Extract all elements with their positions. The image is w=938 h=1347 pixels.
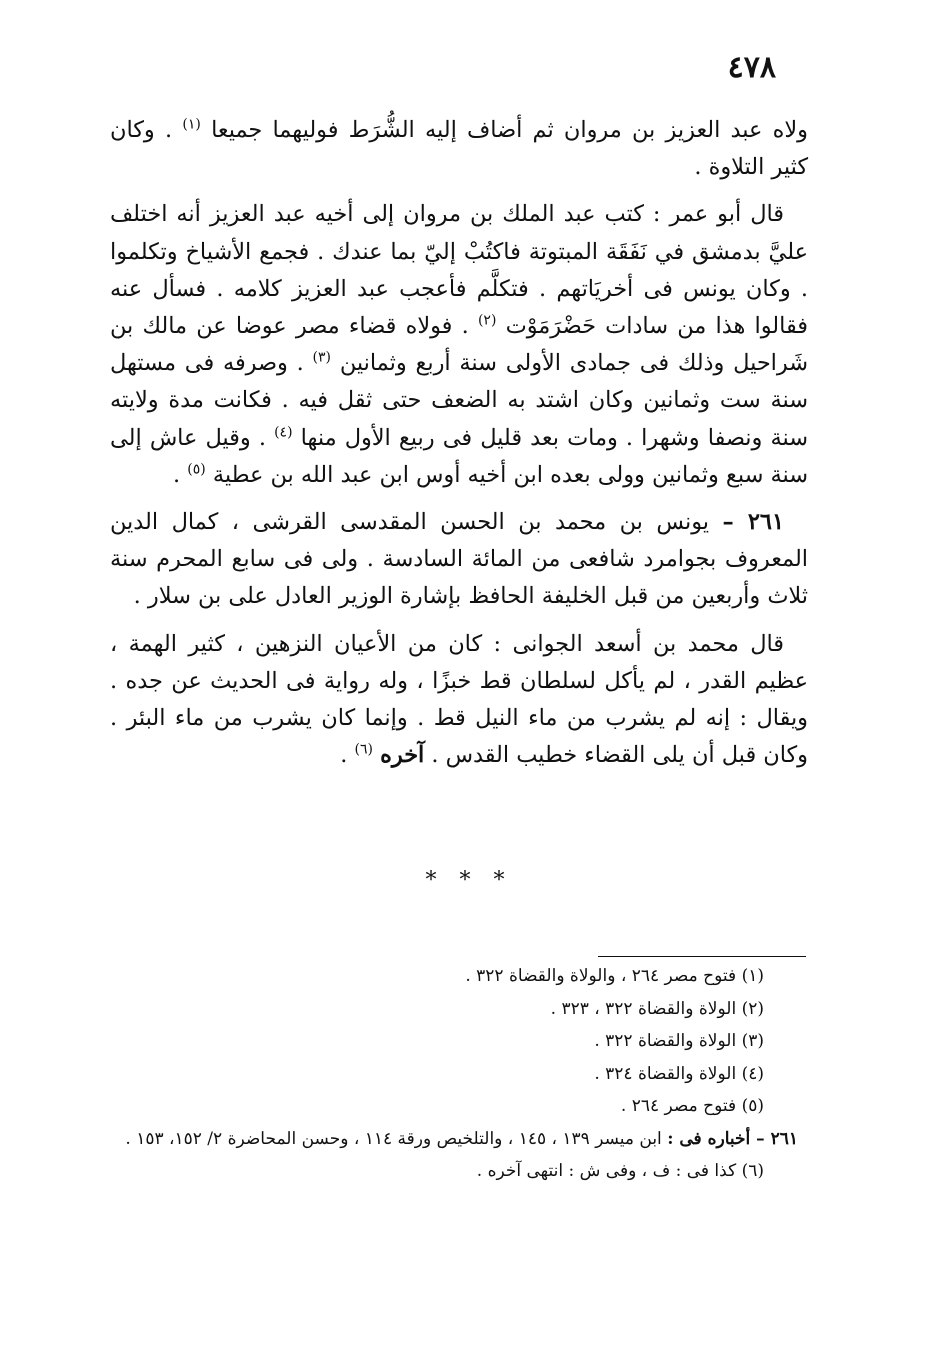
footnote-marker-1[interactable]: (١) xyxy=(182,116,201,133)
paragraph-3-entry xyxy=(110,504,808,616)
paragraph-2-part-3: . وصرفه فى مستهل سنة ست وثمانين وكان اشتد به الضعف حتى ثقل فيه . فكانت مدة ولايته سنة ونصفا وشهرا . ومات بعد قليل فى ربيع الأول منها xyxy=(110,350,808,451)
paragraph-2-part-1: قال أبو عمر : كتب عبد الملك بن مروان إلى أخيه عبد العزيز أنه اختلف عليَّ بدمشق في نَفَقَة المبتوتة فاكتُبْ إليّ بما عندك . فجمع الأشياخ وتكلموا . وكان يونس فى أخريَاتهم . فتكلَّم فأعجب عبد العزيز كلامه . فسأل عنه فقالوا هذا من سادات حَضْرَمَوْت xyxy=(110,201,808,340)
paragraph-1-tail: . وكان كثير التلاوة . xyxy=(110,117,808,181)
footnote-4: (٤) الولاة والقضاة ٣٢٤ . xyxy=(594,1063,764,1084)
footnote-3: (٣) الولاة والقضاة ٣٢٢ . xyxy=(594,1031,764,1051)
paragraph-4-text: قال محمد بن أسعد الجوانى : كان من الأعيان النزهين ، كثير الهمة ، عظيم القدر ، لم يأكل لسلطان قط خبزًا ، وله رواية فى الحديث عن جده . ويقال : إنه لم يشرب من ماء النيل قط . وإنما كان يشرب من ماء البئر . وكان قبل أن يلى القضاء خطيب القدس . xyxy=(110,630,808,769)
paragraph-2-part-2: . فولاه قضاء مصر عوضا عن مالك بن شَراحيل وذلك فى جمادى الأولى سنة أربع وثمانين xyxy=(110,313,808,377)
paragraph-4-bold-word: آخره xyxy=(380,742,425,769)
bio-sources-text: ابن ميسر ١٣٩ ، ١٤٥ ، والتلخيص ورقة ١١٤ ، وحسن المحاضرة ٢/ ١٥٢، ١٥٣ . xyxy=(125,1128,662,1149)
footnote-divider xyxy=(598,956,806,957)
paragraph-4 xyxy=(110,626,808,775)
paragraph-2-part-5: . xyxy=(173,461,181,488)
footnote-marker-6[interactable]: (٦) xyxy=(354,741,373,758)
paragraph-3-text: يونس بن محمد بن الحسن المقدسى القرشى ، كمال الدين المعروف بجوامرد شافعى من المائة السادسة . ولى فى سابع المحرم سنة ثلاث وأربعين من قبل الخليفة الحافظ بإشارة الوزير العادل على بن سلار . xyxy=(110,509,808,610)
footnote-5: (٥) فتوح مصر ٢٦٤ . xyxy=(620,1096,764,1116)
paragraph-4-tail: . xyxy=(340,742,348,769)
entry-number: ٢٦١ – xyxy=(722,509,784,536)
footnote-marker-3[interactable]: (٣) xyxy=(312,349,332,366)
section-separator: * * * xyxy=(425,868,513,893)
paragraph-1 xyxy=(110,112,808,186)
main-text xyxy=(110,112,808,774)
paragraph-2-part-4: . وقيل عاش إلى سنة سبع وثمانين وولى بعده ابن أخيه أوس ابن عبد الله بن عطية xyxy=(110,424,808,488)
footnotes xyxy=(112,960,808,1188)
page-number: ٤٧٨ xyxy=(727,50,776,85)
footnote-6: (٦) كذا فى : ف ، وفى ش : انتهى آخره . xyxy=(476,1161,764,1181)
bio-sources-footnote xyxy=(112,1123,808,1156)
paragraph-1-text: ولاه عبد العزيز بن مروان ثم أضاف إليه الشُّرَط فوليهما جميعا xyxy=(211,117,808,143)
footnote-marker-2[interactable]: (٢) xyxy=(477,312,497,329)
footnote-marker-5[interactable]: (٥) xyxy=(187,461,206,478)
footnote-1: (١) فتوح مصر ٢٦٤ ، والولاة والقضاة ٣٢٢ . xyxy=(465,966,764,986)
footnote-marker-4[interactable]: (٤) xyxy=(274,424,293,441)
paragraph-2 xyxy=(110,196,808,494)
bio-sources-label: ٢٦١ – أخباره فى : xyxy=(667,1128,798,1149)
footnote-2: (٢) الولاة والقضاة ٣٢٢ ، ٣٢٣ . xyxy=(550,998,764,1019)
